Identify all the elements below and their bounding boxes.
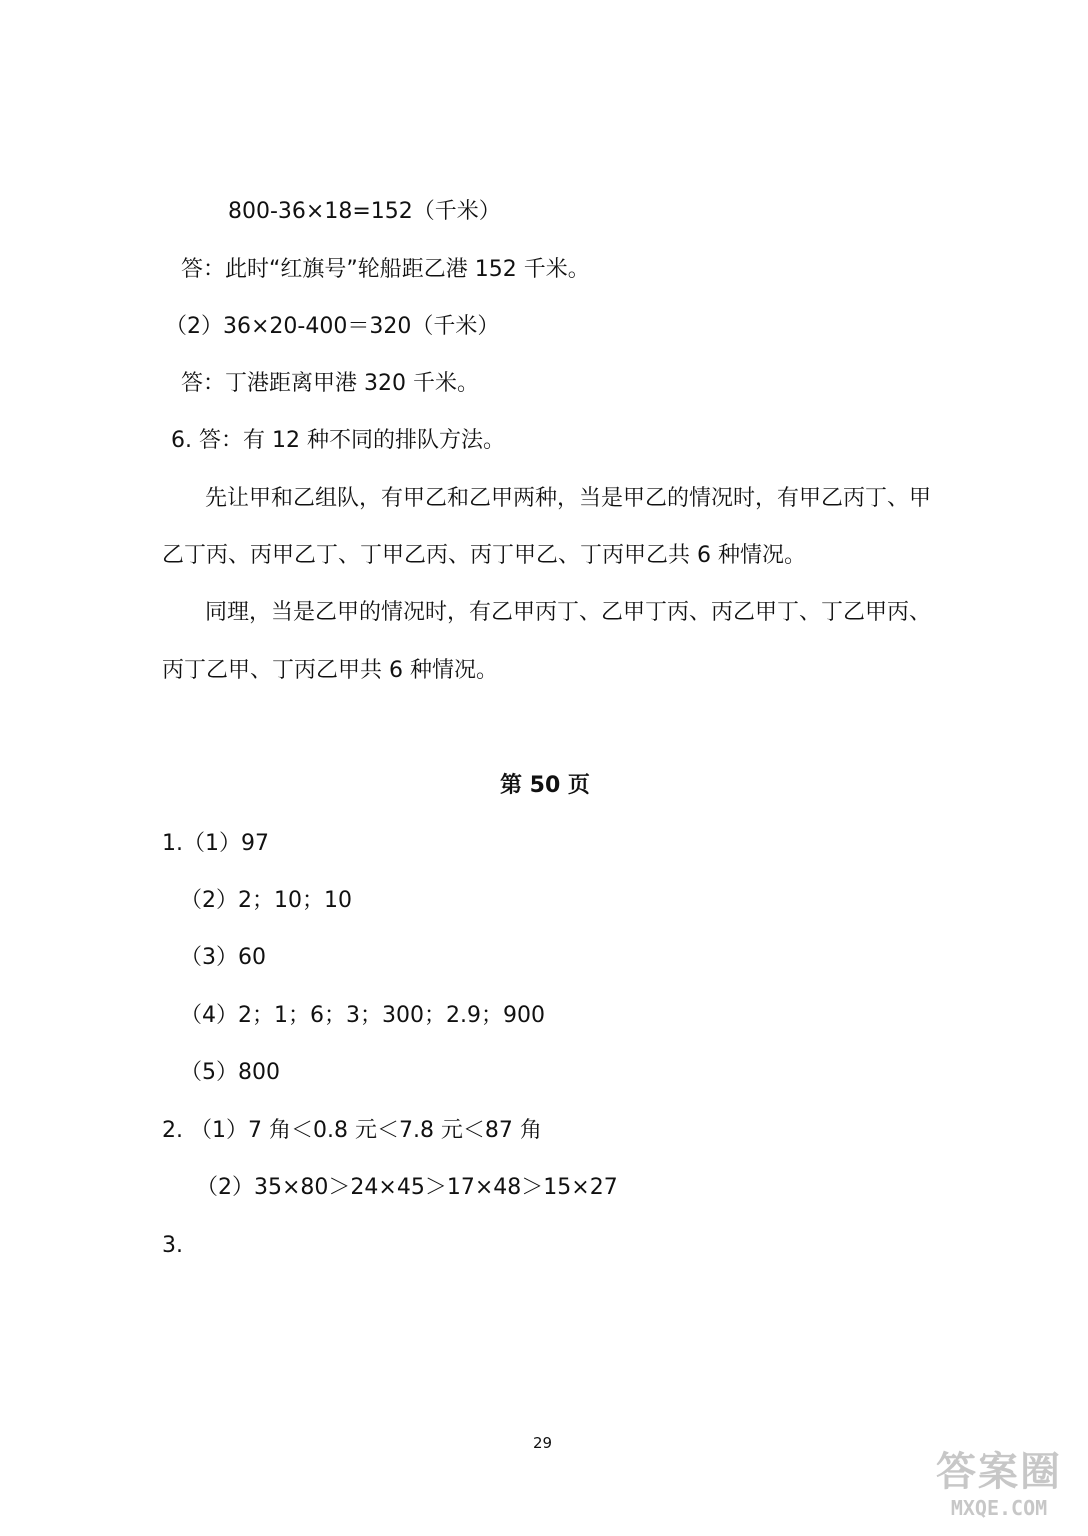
watermark-logo-text: 答案圈 xyxy=(936,1449,1062,1495)
explanation-line-4: 丙丁乙甲、丁丙乙甲共 6 种情况。 xyxy=(162,658,498,683)
page-number: 29 xyxy=(533,1434,553,1452)
answer-line-1: 答：此时“红旗号”轮船距乙港 152 千米。 xyxy=(181,257,590,282)
answer-2-2: （2）35×80＞24×45＞17×48＞15×27 xyxy=(196,1175,618,1200)
answer-1-2: （2）2；10；10 xyxy=(180,888,352,913)
explanation-line-3: 同理，当是乙甲的情况时，有乙甲丙丁、乙甲丁丙、丙乙甲丁、丁乙甲丙、 xyxy=(205,600,932,625)
question-6-answer: 6. 答：有 12 种不同的排队方法。 xyxy=(171,428,505,453)
answer-1-1: 1.（1）97 xyxy=(162,831,269,856)
watermark-site-text: MXQE.COM xyxy=(950,1496,1048,1520)
answer-1-5: （5）800 xyxy=(180,1060,280,1085)
section-heading: 第 50 页 xyxy=(500,773,590,798)
calc-line-1: 800-36×18=152（千米） xyxy=(228,199,501,224)
answer-3: 3. xyxy=(162,1233,183,1258)
explanation-line-2: 乙丁丙、丙甲乙丁、丁甲乙丙、丙丁甲乙、丁丙甲乙共 6 种情况。 xyxy=(162,543,806,568)
explanation-line-1: 先让甲和乙组队，有甲乙和乙甲两种，当是甲乙的情况时，有甲乙丙丁、甲 xyxy=(205,486,932,511)
watermark-logo xyxy=(924,1448,1074,1528)
answer-1-3: （3）60 xyxy=(180,945,266,970)
answer-1-4: （4）2；1；6；3；300；2.9；900 xyxy=(180,1003,545,1028)
answer-line-2: 答：丁港距离甲港 320 千米。 xyxy=(181,371,479,396)
calc-line-2: （2）36×20-400＝320（千米） xyxy=(165,314,500,339)
answer-2-1: 2. （1）7 角＜0.8 元＜7.8 元＜87 角 xyxy=(162,1118,542,1143)
